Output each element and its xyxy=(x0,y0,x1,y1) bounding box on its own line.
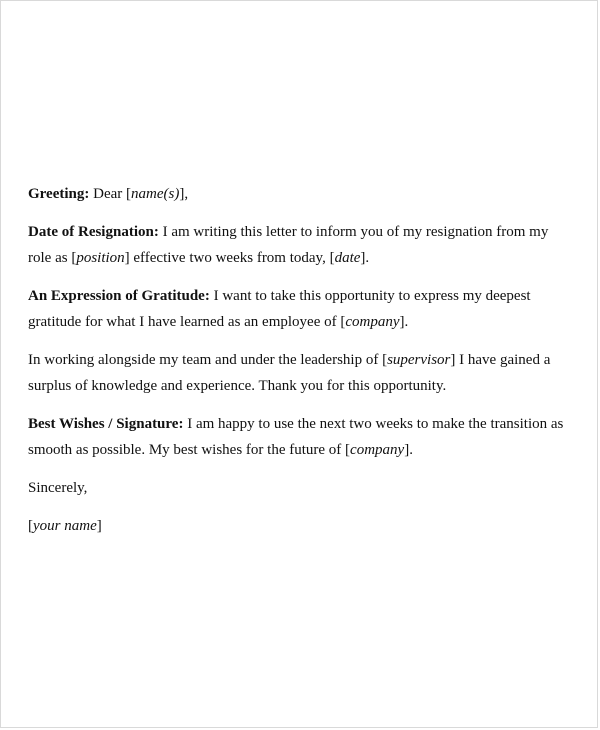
letter-body xyxy=(28,181,573,551)
greeting-text: Dear [ xyxy=(89,186,132,202)
greeting-placeholder: name(s) xyxy=(131,186,180,202)
best-wishes-paragraph xyxy=(28,411,573,463)
company-placeholder-2: company xyxy=(350,442,405,458)
resignation-text-2: ] effective two weeks from today, [ xyxy=(124,250,335,266)
resignation-date-paragraph xyxy=(28,219,573,271)
greeting-paragraph xyxy=(28,181,573,207)
gratitude-paragraph xyxy=(28,283,573,335)
signature-placeholder: your name xyxy=(33,518,97,534)
gratitude-text-2: ]. xyxy=(399,314,409,330)
greeting-label: Greeting: xyxy=(28,186,90,202)
closing-line: Sincerely, xyxy=(28,480,88,496)
resignation-text-3: ]. xyxy=(360,250,370,266)
company-placeholder: company xyxy=(345,314,400,330)
signature-close-bracket: ] xyxy=(96,518,102,534)
signature-line xyxy=(28,513,573,539)
gratitude-text-1: I want to take this opportunity to express my deepest gratitude for what I have learned as an employee of [ xyxy=(28,288,531,330)
team-text-2: ] I have gained a surplus of knowledge and experience. Thank you for this opportunity. xyxy=(28,352,551,394)
team-text-1: In working alongside my team and under the leadership of [ xyxy=(28,352,388,368)
best-wishes-label: Best Wishes / Signature: xyxy=(28,416,184,432)
best-wishes-text-1: I am happy to use the next two weeks to make the transition as smooth as possible. My best wishes for the future of [ xyxy=(28,416,564,458)
date-placeholder: date xyxy=(334,250,361,266)
greeting-text-end: ], xyxy=(179,186,189,202)
position-placeholder: position xyxy=(76,250,125,266)
resignation-date-label: Date of Resignation: xyxy=(28,224,159,240)
best-wishes-text-2: ]. xyxy=(404,442,413,458)
gratitude-label: An Expression of Gratitude: xyxy=(28,288,210,304)
resignation-text-1: I am writing this letter to inform you of my resignation from my role as [ xyxy=(28,224,549,266)
supervisor-placeholder: supervisor xyxy=(387,352,451,368)
signature-open-bracket: [ xyxy=(28,518,33,534)
team-paragraph xyxy=(28,347,573,399)
